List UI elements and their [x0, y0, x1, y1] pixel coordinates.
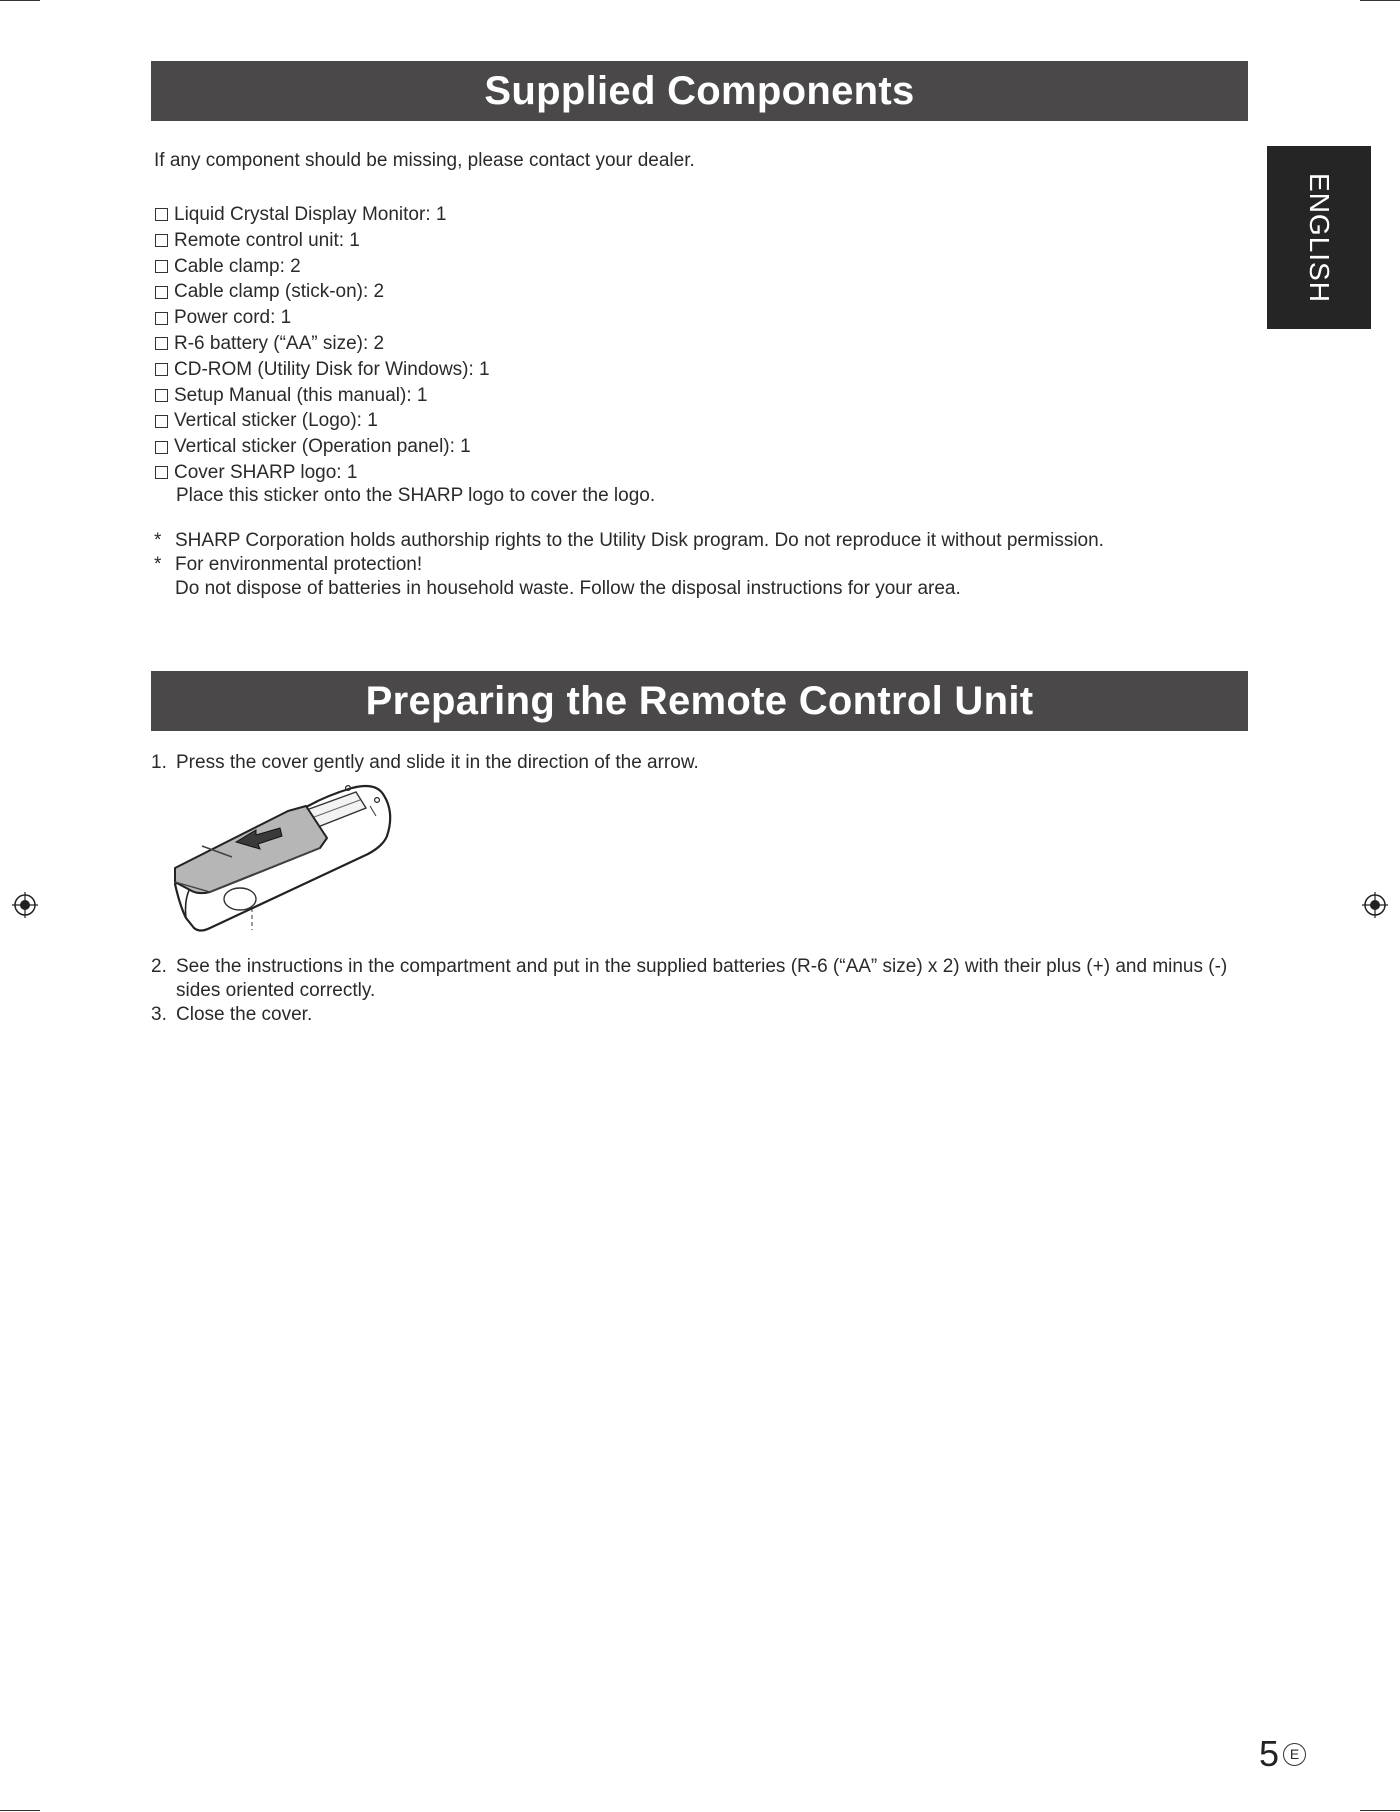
checkbox-icon: [155, 466, 168, 479]
language-label: ENGLISH: [1304, 172, 1335, 303]
footnote-marker: [154, 577, 175, 601]
footnote: [154, 577, 1104, 601]
step-text: See the instructions in the compartment and put in the supplied batteries (R-6 (“AA” size) x 2) with their plus (+) and minus (-) sides oriented correctly.: [176, 956, 1228, 1001]
list-item: [155, 408, 490, 434]
crop-mark: [1360, 0, 1400, 1]
footnote-text: Do not dispose of batteries in household waste. Follow the disposal instructions for your area.: [175, 578, 961, 599]
step-list: [151, 955, 1251, 1027]
checkbox-icon: [155, 286, 168, 299]
checkbox-icon: [155, 415, 168, 428]
cover-logo-note: Place this sticker onto the SHARP logo to cover the logo.: [176, 485, 656, 506]
item-label: Vertical sticker (Logo): 1: [174, 410, 378, 432]
checkbox-icon: [155, 234, 168, 247]
footnote-text: SHARP Corporation holds authorship rights to the Utility Disk program. Do not reproduce it without permission.: [175, 530, 1104, 551]
item-label: Vertical sticker (Operation panel): 1: [174, 436, 471, 458]
list-item: [155, 383, 490, 409]
intro-text: If any component should be missing, please contact your dealer.: [154, 150, 695, 171]
footnotes: [154, 529, 1104, 601]
list-item: [155, 254, 490, 280]
item-label: Cable clamp (stick-on): 2: [174, 281, 385, 303]
checkbox-icon: [155, 312, 168, 325]
checkbox-icon: [155, 363, 168, 376]
list-item: [155, 279, 490, 305]
components-checklist: [155, 202, 490, 486]
checkbox-icon: [155, 441, 168, 454]
footnote-marker: *: [154, 530, 162, 551]
checkbox-icon: [155, 208, 168, 221]
step-list: [151, 751, 699, 775]
step-item: [151, 955, 1251, 1003]
crop-mark: [0, 0, 40, 1]
item-label: Remote control unit: 1: [174, 229, 360, 251]
list-item: [155, 434, 490, 460]
step-number: 3.: [151, 1004, 167, 1025]
item-label: R-6 battery (“AA” size): 2: [174, 332, 385, 354]
item-label: Cover SHARP logo: 1: [174, 461, 358, 483]
item-label: Setup Manual (this manual): 1: [174, 384, 428, 406]
list-item: [155, 228, 490, 254]
footnote-marker: *: [154, 554, 162, 575]
crop-mark: [1360, 1810, 1400, 1811]
page-suffix-badge: E: [1283, 1743, 1306, 1766]
list-item: [155, 331, 490, 357]
step-text: Press the cover gently and slide it in the direction of the arrow.: [176, 752, 699, 773]
language-tab: [1267, 146, 1371, 329]
remote-control-illustration: [170, 778, 450, 933]
footnote: [154, 553, 1104, 577]
registration-mark-icon: [1362, 892, 1388, 918]
step-text: Close the cover.: [176, 1004, 313, 1025]
list-item: [155, 460, 490, 486]
footnote: [154, 529, 1104, 553]
page-number-value: 5: [1259, 1733, 1280, 1774]
checkbox-icon: [155, 260, 168, 273]
registration-mark-icon: [12, 892, 38, 918]
step-number: 1.: [151, 752, 167, 773]
step-item: [151, 1003, 1251, 1027]
item-label: Power cord: 1: [174, 307, 292, 329]
section-title-supplied-components: Supplied Components: [151, 61, 1248, 121]
section-title-remote-control: Preparing the Remote Control Unit: [151, 671, 1248, 731]
item-label: Liquid Crystal Display Monitor: 1: [174, 204, 447, 225]
crop-mark: [0, 1810, 40, 1811]
step-item: [151, 751, 699, 775]
list-item: [155, 357, 490, 383]
item-label: CD-ROM (Utility Disk for Windows): 1: [174, 358, 490, 380]
list-item: [155, 202, 490, 228]
step-number: 2.: [151, 956, 167, 977]
item-label: Cable clamp: 2: [174, 255, 301, 277]
checkbox-icon: [155, 337, 168, 350]
checkbox-icon: [155, 389, 168, 402]
footnote-text: For environmental protection!: [175, 554, 423, 575]
page-number: [1259, 1733, 1306, 1775]
list-item: [155, 305, 490, 331]
